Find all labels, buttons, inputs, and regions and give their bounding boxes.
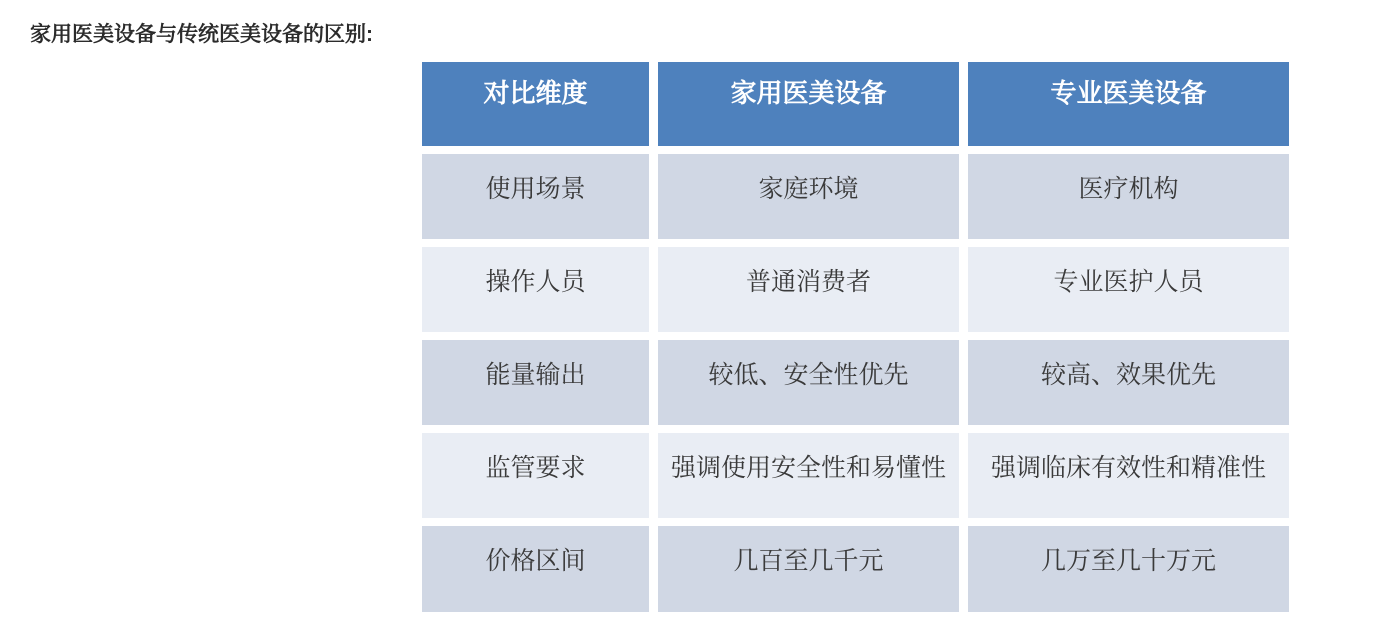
table-cell: 较高、效果优先: [968, 340, 1289, 425]
header-cell-professional-device: 专业医美设备: [968, 62, 1289, 146]
table-cell: 较低、安全性优先: [658, 340, 959, 425]
table-cell: 几万至几十万元: [968, 526, 1289, 612]
table-cell: 使用场景: [422, 154, 649, 239]
table-cell: 能量输出: [422, 340, 649, 425]
table-cell: 监管要求: [422, 433, 649, 518]
table-cell: 普通消费者: [658, 247, 959, 332]
table-cell: 几百至几千元: [658, 526, 959, 612]
table-cell: 价格区间: [422, 526, 649, 612]
table-cell: 家庭环境: [658, 154, 959, 239]
table-cell: 强调临床有效性和精准性: [968, 433, 1289, 518]
header-cell-home-device: 家用医美设备: [658, 62, 959, 146]
header-cell-dimension: 对比维度: [422, 62, 649, 146]
page-title: 家用医美设备与传统医美设备的区别:: [30, 23, 373, 46]
table-cell: 操作人员: [422, 247, 649, 332]
table-cell: 强调使用安全性和易懂性: [658, 433, 959, 518]
table-cell: 医疗机构: [968, 154, 1289, 239]
comparison-table: [422, 62, 1289, 612]
table-cell: 专业医护人员: [968, 247, 1289, 332]
